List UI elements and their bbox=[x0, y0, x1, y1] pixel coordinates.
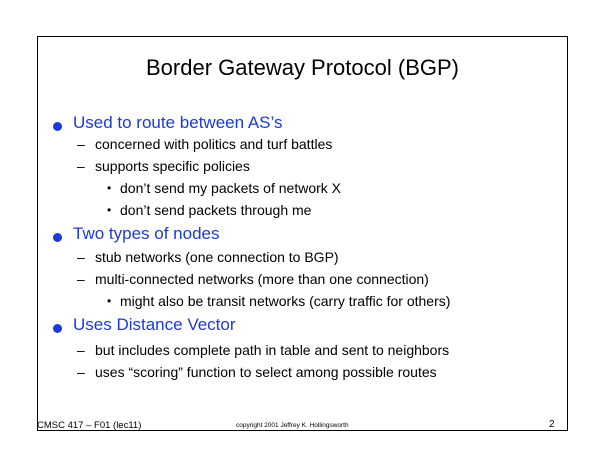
small-bullet-icon: • bbox=[107, 181, 112, 195]
list-item: multi-connected networks (more than one connection) bbox=[95, 271, 429, 287]
list-item: supports specific policies bbox=[95, 158, 250, 174]
slide-title: Border Gateway Protocol (BGP) bbox=[145, 55, 459, 80]
list-item: but includes complete path in table and sent to neighbors bbox=[95, 342, 450, 358]
list-item: stub networks (one connection to BGP) bbox=[95, 249, 339, 265]
list-item: concerned with politics and turf battles bbox=[95, 136, 333, 152]
section-heading: Uses Distance Vector bbox=[73, 315, 236, 334]
list-item: uses “scoring” function to select among possible routes bbox=[95, 364, 437, 380]
footer-course: CMSC 417 – F01 (lec11) bbox=[37, 420, 142, 431]
small-bullet-icon: • bbox=[107, 203, 112, 217]
footer-copyright: copyright 2001 Jeffrey K. Hollingsworth bbox=[236, 422, 349, 429]
dash-bullet: – bbox=[77, 136, 85, 152]
sub-list-item: don’t send my packets of network X bbox=[120, 180, 341, 196]
bullet-dot-icon bbox=[53, 324, 62, 333]
sub-list-item: don’t send packets through me bbox=[120, 202, 312, 218]
sub-list-item: might also be transit networks (carry traffic for others) bbox=[120, 293, 451, 309]
dash-bullet: – bbox=[77, 364, 85, 380]
page-number: 2 bbox=[549, 419, 555, 430]
bullet-dot-icon bbox=[53, 233, 62, 242]
dash-bullet: – bbox=[77, 249, 85, 265]
dash-bullet: – bbox=[77, 342, 85, 358]
section-heading: Two types of nodes bbox=[73, 224, 220, 243]
dash-bullet: – bbox=[77, 158, 85, 174]
small-bullet-icon: • bbox=[107, 294, 112, 308]
section-heading: Used to route between AS’s bbox=[73, 113, 283, 132]
dash-bullet: – bbox=[77, 271, 85, 287]
bullet-dot-icon bbox=[53, 122, 62, 131]
